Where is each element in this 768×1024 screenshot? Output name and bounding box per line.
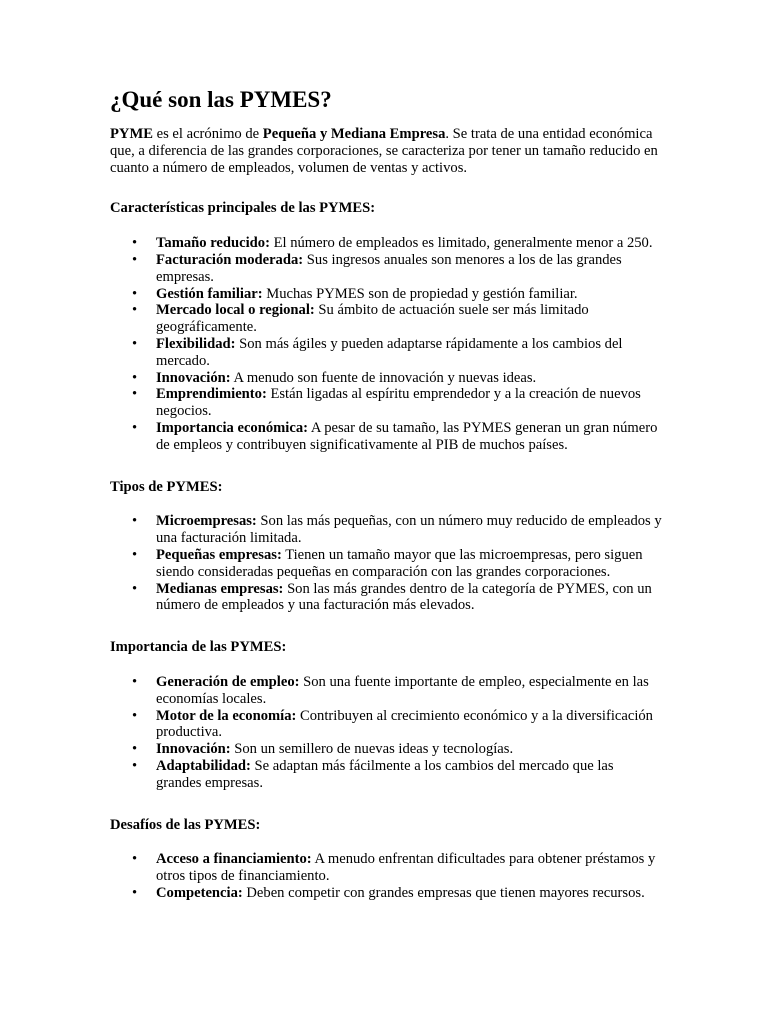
item-label: Acceso a financiamiento: — [156, 851, 312, 868]
list-item — [156, 758, 662, 792]
list-tipos — [110, 513, 662, 614]
list-item — [156, 235, 662, 252]
item-text: Sus ingresos anuales son menores a los de las grandes empresas. — [156, 251, 622, 285]
item-text: Están ligadas al espíritu emprendedor y a la creación de nuevos negocios. — [156, 386, 641, 420]
document-page — [110, 86, 662, 927]
section-heading-importancia: Importancia de las PYMES: — [110, 639, 287, 656]
list-item — [156, 547, 662, 581]
list-item — [156, 286, 662, 303]
list-item — [156, 252, 662, 286]
item-label: Generación de empleo: — [156, 673, 300, 690]
item-text: A menudo son fuente de innovación y nuevas ideas. — [230, 369, 537, 386]
list-item — [156, 336, 662, 370]
item-label: Flexibilidad: — [156, 335, 236, 352]
item-text: Son más ágiles y pueden adaptarse rápidamente a los cambios del mercado. — [156, 335, 623, 369]
section-heading-desafios: Desafíos de las PYMES: — [110, 816, 261, 833]
item-text: Contribuyen al crecimiento económico y a la diversificación productiva. — [156, 707, 653, 741]
item-label: Competencia: — [156, 884, 243, 901]
intro-paragraph — [110, 126, 662, 176]
list-item — [156, 741, 662, 758]
intro-text-1: es el acrónimo de — [152, 126, 263, 142]
item-text: Muchas PYMES son de propiedad y gestión familiar. — [262, 285, 578, 302]
item-label: Gestión familiar: — [156, 285, 263, 302]
list-item — [156, 851, 662, 885]
item-text: Son las más grandes dentro de la categoría de PYMES, con un número de empleados y una facturación más elevados. — [156, 580, 652, 614]
list-item — [156, 302, 662, 336]
page-title: ¿Qué son las PYMES? — [110, 87, 332, 112]
list-desafios — [110, 851, 662, 901]
intro-term: PYME — [110, 126, 153, 142]
item-text: El número de empleados es limitado, generalmente menor a 250. — [269, 235, 653, 252]
item-text: Son una fuente importante de empleo, especialmente en las economías locales. — [156, 673, 649, 707]
intro-term-2: Pequeña y Mediana Empresa — [262, 126, 446, 142]
item-text: Se adaptan más fácilmente a los cambios del mercado que las grandes empresas. — [156, 757, 614, 791]
item-text: Tienen un tamaño mayor que las microempresas, pero siguen siendo consideradas pequeñas en comparación con las grandes corporaciones. — [156, 546, 643, 580]
intro-text-2: . Se trata de una entidad económica que, a diferencia de las grandes corporaciones, se caracteriza por tener un tamaño reducido en cuanto a número de empleados, volumen de ventas y activos. — [110, 126, 658, 176]
section-heading-tipos: Tipos de PYMES: — [110, 478, 223, 495]
item-label: Tamaño reducido: — [156, 235, 270, 252]
list-item — [156, 708, 662, 742]
section-heading-caracteristicas: Características principales de las PYMES: — [110, 200, 376, 217]
list-item — [156, 674, 662, 708]
list-item — [156, 420, 662, 454]
list-caracteristicas — [110, 235, 662, 453]
item-label: Microempresas: — [156, 513, 257, 530]
item-label: Innovación: — [156, 369, 231, 386]
item-text: Su ámbito de actuación suele ser más limitado geográficamente. — [156, 302, 589, 336]
item-label: Pequeñas empresas: — [156, 546, 282, 563]
item-label: Facturación moderada: — [156, 251, 304, 268]
item-label: Adaptabilidad: — [156, 757, 251, 774]
item-text: Son las más pequeñas, con un número muy reducido de empleados y una facturación limitada. — [156, 513, 662, 547]
item-label: Motor de la economía: — [156, 707, 297, 724]
item-label: Medianas empresas: — [156, 580, 284, 597]
item-text: Son un semillero de nuevas ideas y tecnologías. — [230, 741, 514, 758]
item-text: Deben competir con grandes empresas que tienen mayores recursos. — [242, 884, 645, 901]
item-label: Mercado local o regional: — [156, 302, 315, 319]
list-item — [156, 370, 662, 387]
list-item — [156, 581, 662, 615]
item-label: Emprendimiento: — [156, 386, 267, 403]
list-item — [156, 386, 662, 420]
list-item — [156, 513, 662, 547]
item-text: A pesar de su tamaño, las PYMES generan un gran número de empleos y contribuyen significativamente al PIB de muchos países. — [156, 419, 658, 453]
item-label: Importancia económica: — [156, 419, 308, 436]
item-text: A menudo enfrentan dificultades para obtener préstamos y otros tipos de financiamiento. — [156, 851, 656, 885]
list-item — [156, 885, 662, 902]
item-label: Innovación: — [156, 741, 231, 758]
list-importancia — [110, 674, 662, 792]
